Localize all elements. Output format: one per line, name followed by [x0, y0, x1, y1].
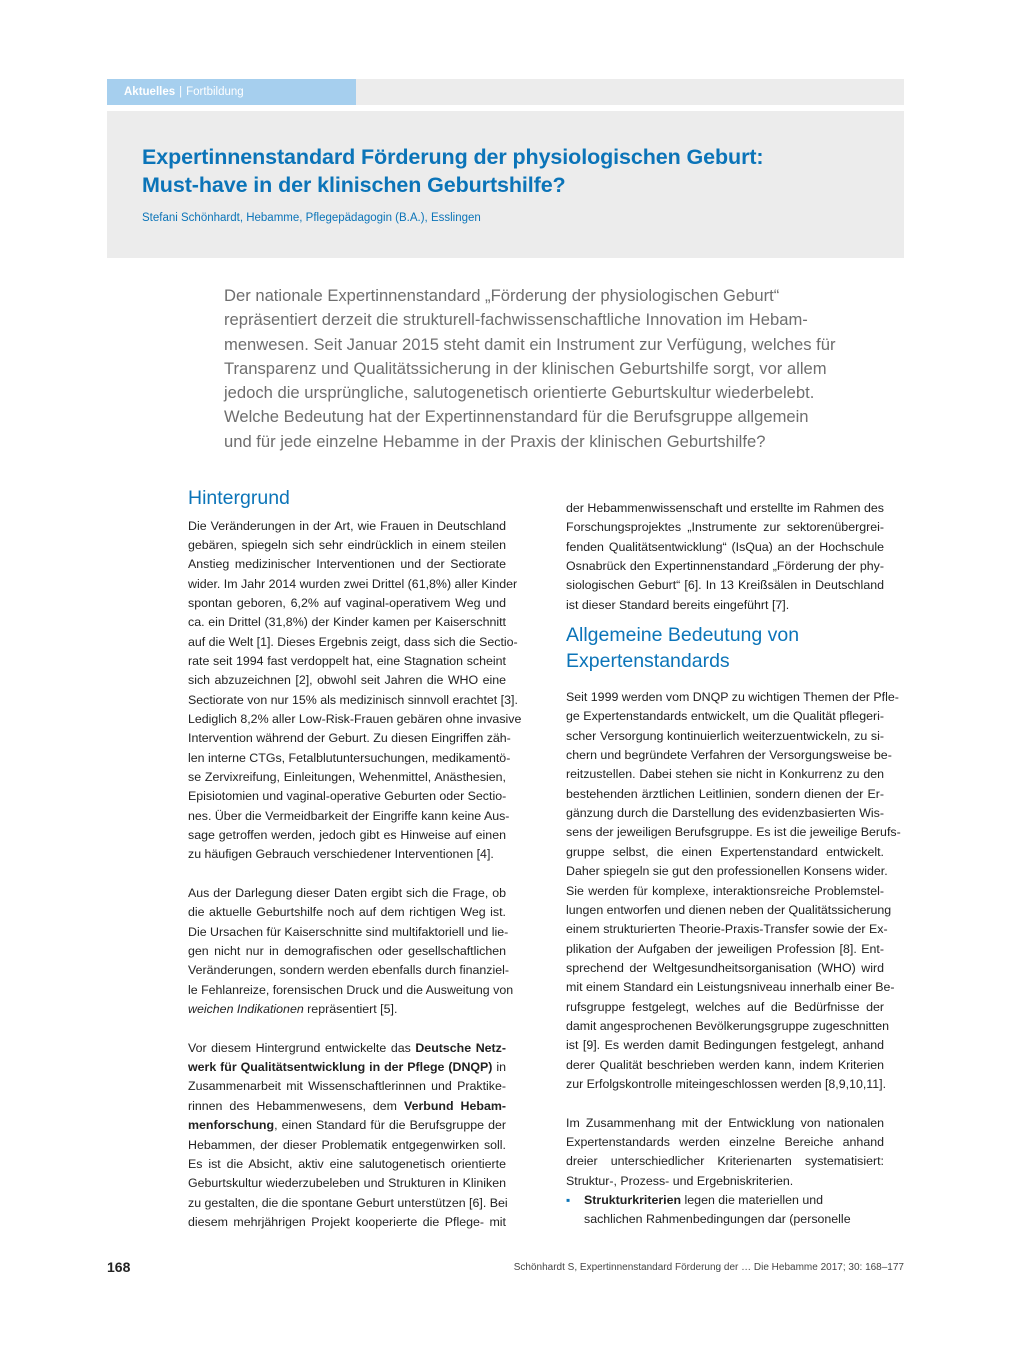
text-line: Veränderungen, sondern werden ebenfalls durch finanziel- — [188, 963, 509, 978]
text-line — [188, 1000, 506, 1019]
text-line: Sie werden für komplexe, interaktionsreiche Problemstel- — [566, 883, 884, 898]
text-line: scher Versorgung kontinuierlich weiterzuentwickeln, zu si- — [566, 728, 884, 743]
text-line: chern und begründete Verfahren der Versorgungsweise be- — [566, 748, 892, 763]
paragraph-continued — [566, 499, 884, 615]
text-line: gen nicht nur in demografischen oder gesellschaftlichen — [188, 944, 506, 959]
text-line: Anstieg medizinischer Interventionen und der Sectiorate — [188, 557, 506, 572]
text-line: Daher spiegeln sie gut den professionellen Konsens wider. — [566, 864, 888, 879]
italic-term: weichen Indikationen — [188, 1002, 304, 1017]
text-line: mit einem Standard ein Leistungsniveau innerhalb einer Be- — [566, 980, 895, 995]
paragraph-2 — [188, 884, 514, 1019]
text-line: len interne CTGs, Fetalblutuntersuchungen, medikamentö- — [188, 750, 511, 765]
text-line: Osnabrück den Expertinnenstandard „Förderung der phy- — [566, 559, 884, 574]
abstract-line: menwesen. Seit Januar 2015 steht damit ein Instrument zur Verfügung, welches für — [224, 334, 836, 354]
text-line: dreier unterschiedlicher Kriterienarten systematisiert: — [566, 1154, 884, 1169]
text-line: gänzung durch die Darstellung des evidenzbasierten Wis- — [566, 806, 884, 821]
text-line: auf die Welt [1]. Dieses Ergebnis zeigt, dass sich die Sectio- — [188, 634, 518, 649]
text-line: sage getroffen werden, jedoch gibt es Hinweise auf einen — [188, 828, 506, 842]
text-line: ist [9]. Es werden damit Bedingungen festgelegt, anhand — [566, 1038, 884, 1053]
paragraph-gap — [188, 865, 506, 884]
text-fragment: in — [492, 1060, 507, 1075]
text-line: Sectiorate von nur 15% als medizinisch sinnvoll erachtet [3]. — [188, 692, 518, 707]
text-line: Geburtskultur wiederzubeleben und Strukturen in Kliniken — [188, 1176, 506, 1191]
title-box — [107, 111, 904, 258]
paragraph-1 — [566, 688, 901, 1094]
abstract — [224, 284, 884, 454]
text-line: Die Ursachen für Kaiserschnitte sind multifaktoriell und lie- — [188, 924, 509, 939]
text-line: rate seit 1994 fast verdoppelt hat, eine Stagnation scheint — [188, 653, 506, 668]
bold-term: Deutsche Netz- — [415, 1040, 506, 1055]
text-line: zu gestalten, die die spontane Geburt unterstützen [6]. Bei — [188, 1195, 508, 1210]
article-title-line-1: Expertinnenstandard Förderung der physiologischen Geburt: — [142, 145, 764, 169]
text-line: se Zervixreifung, Einleitungen, Wehenmittel, Anästhesien, — [188, 769, 506, 784]
list-item-text — [584, 1191, 823, 1210]
bold-term: Verbund Hebam- — [404, 1098, 507, 1113]
text-line: fenden Qualitätsentwicklung“ (IsQua) an der Hochschule — [566, 539, 884, 554]
section-heading-allgemeine-bedeutung — [566, 623, 884, 674]
text-line: plikation der Aufgaben der jeweiligen Profession [8]. Ent- — [566, 941, 884, 956]
text-line: Im Zusammenhang mit der Entwicklung von nationalen — [566, 1115, 884, 1130]
paragraph-gap — [188, 1019, 506, 1038]
text-line: spontan geboren, 6,2% auf vaginal-operativem Weg und — [188, 595, 506, 610]
text-line: Seit 1999 werden vom DNQP zu wichtigen Themen der Pfle- — [566, 690, 899, 705]
bold-term: werk für Qualitätsentwicklung in der Pflege (DNQP) — [188, 1060, 493, 1075]
bullet-list — [566, 1191, 884, 1230]
text-line: sprechend der Weltgesundheitsorganisation (WHO) wird — [566, 960, 884, 975]
text-fragment: legen die materiellen und — [681, 1193, 823, 1207]
bold-term: Strukturkriterien — [584, 1193, 682, 1207]
text-line: damit angesprochenen Bevölkerungsgruppe zugeschnitten — [566, 1018, 890, 1033]
paragraph-gap — [566, 1094, 884, 1113]
text-line: Expertenstandards werden einzelne Bereiche anhand — [566, 1134, 884, 1149]
text-line: gruppe selbst, die einen Expertenstandard entwickelt. — [566, 844, 884, 859]
text-line: rufsgruppe festgelegt, welches auf die Bedürfnisse der — [566, 999, 884, 1014]
text-line: zu häufigen Gebrauch verschiedener Interventionen [4]. — [188, 847, 494, 862]
text-line: siologischen Geburt“ [6]. In 13 Kreißsälen in Deutschland — [566, 578, 884, 593]
text-line: reitzustellen. Dabei stehen sie nicht in Konkurrenz zu den — [566, 767, 884, 782]
text-line: Lediglich 8,2% aller Low-Risk-Frauen gebären ohne invasive — [188, 711, 522, 726]
text-line — [188, 1058, 506, 1077]
text-fragment: rinnen des Hebammenwesens, dem — [188, 1098, 404, 1113]
abstract-line: jedoch die ursprüngliche, salutogenetisch orientierte Geburtskultur wiederbelebt. — [224, 383, 815, 403]
text-line: wider. Im Jahr 2014 wurden zwei Drittel (61,8%) aller Kinder — [188, 576, 518, 591]
citation-footer: Schönhardt S, Expertinnenstandard Förderung der … Die Hebamme 2017; 30: 168–177 — [513, 1262, 904, 1273]
text-line: ge Expertenstandards entwickelt, um die Qualität pflegeri- — [566, 709, 884, 724]
bold-term: menforschung — [188, 1118, 275, 1133]
text-line: derer Qualität beschrieben werden kann, indem Kriterien — [566, 1057, 884, 1072]
rubric-tab — [107, 79, 356, 105]
text-line: Hebammen, der dieser Problematik entgegenwirken soll. — [188, 1137, 506, 1152]
text-line: zur Erfolgskontrolle miteingeschlossen werden [8,9,10,11]. — [566, 1076, 887, 1091]
paragraph-3 — [188, 1039, 506, 1232]
right-column — [566, 499, 901, 1230]
text-line — [188, 1039, 506, 1058]
rubric-bar — [107, 79, 904, 105]
left-column — [188, 486, 522, 1232]
text-fragment: , einen Standard für die Berufsgruppe der — [274, 1118, 506, 1133]
text-line: ca. ein Drittel (31,8%) der Kinder kamen per Kaiserschnitt — [188, 615, 506, 630]
text-line: sens der jeweiligen Berufsgruppe. Es ist die jeweilige Berufs- — [566, 825, 901, 840]
page-number: 168 — [107, 1259, 131, 1275]
abstract-line: Transparenz und Qualitätssicherung in der klinischen Geburtshilfe sorgt, vor allem — [224, 358, 827, 378]
text-line: le Fehlanreize, forensischen Druck und die Ausweitung von — [188, 982, 514, 997]
paragraph-2 — [566, 1114, 884, 1191]
list-item-continuation: sachlichen Rahmenbedingungen dar (personelle — [584, 1212, 851, 1227]
rubric-subsection: Fortbildung — [186, 86, 244, 98]
rubric-section: Aktuelles — [124, 86, 176, 98]
text-line: Zusammenarbeit mit Wissenschaftlerinnen und Praktike- — [188, 1079, 506, 1094]
heading-line: Allgemeine Bedeutung von — [566, 624, 800, 647]
list-item — [566, 1191, 884, 1210]
section-heading-hintergrund: Hintergrund — [188, 487, 290, 509]
paragraph-1 — [188, 517, 522, 865]
text-line: Forschungsprojektes „Instrumente zur sektorenübergrei- — [566, 520, 884, 535]
text-fragment: repräsentiert [5]. — [303, 1002, 398, 1017]
text-line: Struktur-, Prozess- und Ergebniskriterien. — [566, 1173, 794, 1188]
text-line: Episiotomien und vaginal-operative Geburten oder Sectio- — [188, 789, 507, 804]
text-line: Intervention während der Geburt. Zu diesen Eingriffen zäh- — [188, 731, 511, 746]
text-line: gebären, spiegeln sich sehr eindrücklich in einem steilen — [188, 537, 506, 552]
text-line: sich abzuzeichnen [2], obwohl seit Jahren die WHO eine — [188, 673, 506, 688]
text-line — [188, 1097, 506, 1116]
text-line: lungen entworfen und dienen neben der Qualitätssicherung — [566, 902, 892, 917]
author-line: Stefani Schönhardt, Hebamme, Pflegepädagogin (B.A.), Esslingen — [142, 212, 481, 224]
abstract-line: repräsentiert derzeit die strukturell-fachwissenschaftliche Innovation im Hebam- — [224, 310, 808, 330]
text-fragment: Vor diesem Hintergrund entwickelte das — [188, 1040, 416, 1055]
text-line: bestehenden ärztlichen Leitlinien, sondern dienen der Er- — [566, 786, 884, 801]
text-line — [188, 1116, 506, 1135]
text-line: Die Veränderungen in der Art, wie Frauen in Deutschland — [188, 518, 506, 533]
abstract-line: und für jede einzelne Hebamme in der Praxis der klinischen Geburtshilfe? — [224, 431, 766, 451]
abstract-line: Der nationale Expertinnenstandard „Förderung der physiologischen Geburt“ — [224, 286, 780, 305]
text-line: der Hebammenwissenschaft und erstellte im Rahmen des — [566, 501, 884, 515]
text-line: diesem mehrjährigen Projekt kooperierte die Pflege- mit — [188, 1214, 506, 1229]
text-line: ist dieser Standard bereits eingeführt [7]. — [566, 597, 790, 612]
text-line: die aktuelle Geburtshilfe noch auf dem richtigen Weg ist. — [188, 905, 506, 920]
heading-line: Expertenstandards — [566, 649, 730, 672]
rubric-separator: | — [179, 86, 183, 98]
text-line: nes. Über die Vermeidbarkeit der Eingriffe kann keine Aus- — [188, 808, 510, 823]
text-line: Aus der Darlegung dieser Daten ergibt sich die Frage, ob — [188, 886, 506, 901]
article-title-line-2: Must-have in der klinischen Geburtshilfe? — [142, 173, 566, 197]
square-bullet-icon: ▪ — [566, 1193, 571, 1207]
text-line: Es ist die Absicht, aktiv eine salutogenetisch orientierte — [188, 1156, 506, 1171]
abstract-line: Welche Bedeutung hat der Expertinnenstandard für die Berufsgruppe allgemein — [224, 407, 809, 427]
text-line: einem strukturierten Theorie-Praxis-Transfer sowie der Ex- — [566, 922, 888, 937]
